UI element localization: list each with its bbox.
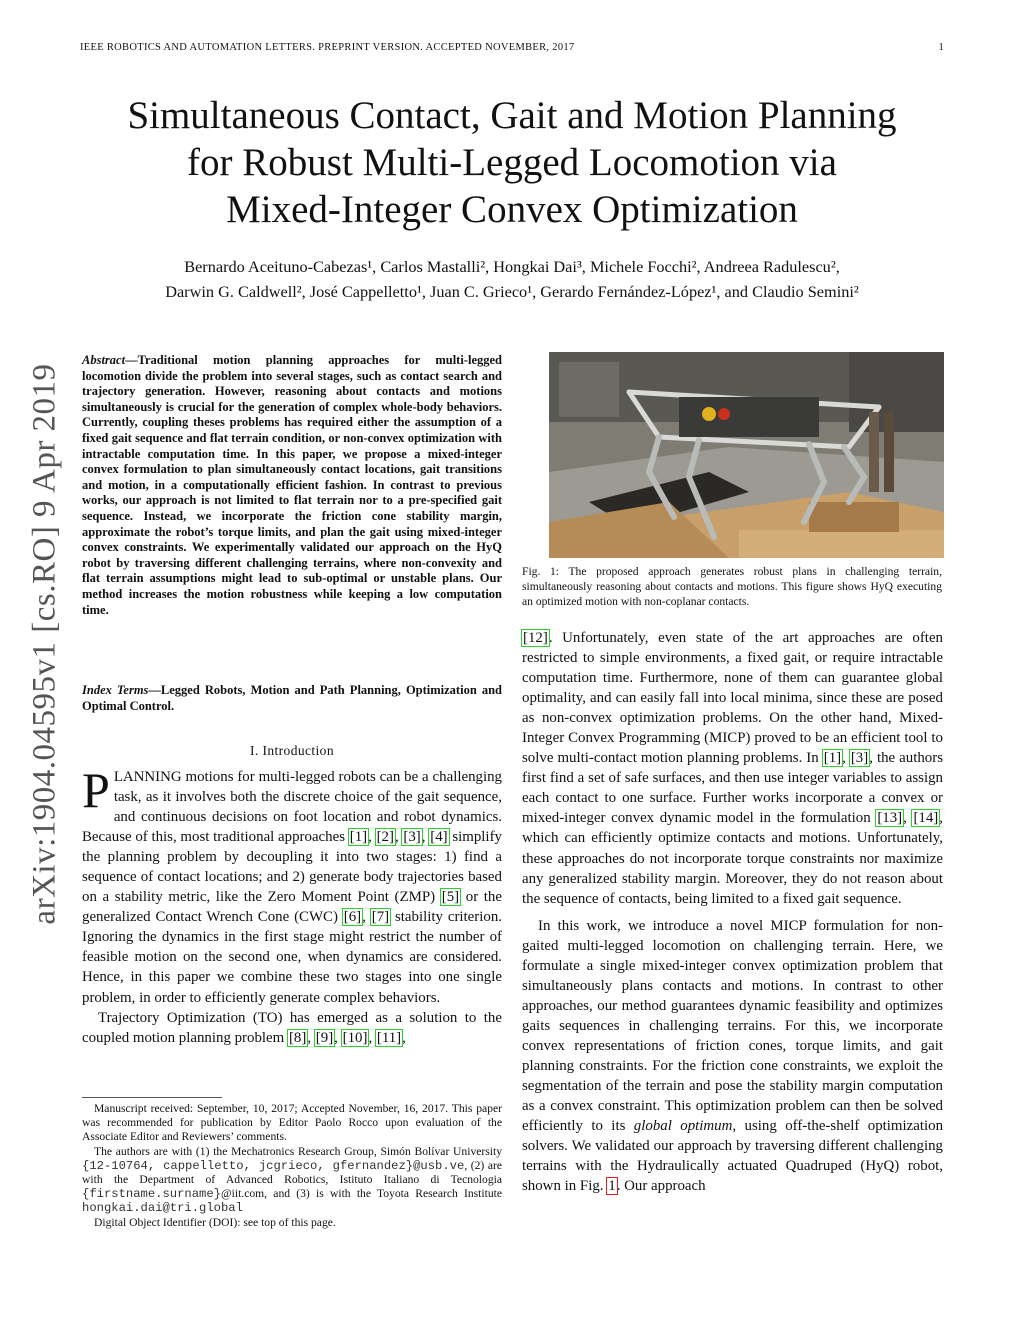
- journal-name: IEEE ROBOTICS AND AUTOMATION LETTERS. PREPRINT VERSION. ACCEPTED NOVEMBER, 2017: [80, 42, 575, 53]
- running-header: [80, 42, 944, 58]
- email-group-usb: {12-10764, cappelletto, jcgrieco, gfernandez}@usb.ve: [82, 1158, 465, 1173]
- intro-paragraph-1: PLANNING motions for multi-legged robots can be a challenging task, as it involves both the discrete choice of the gait sequence, and continuous decisions on foot location and robot dynamics. Because of this, most traditional approaches [1], [2], [3], [4] simplify the planning problem by decoupling it into two stages: 1) find a sequence of contact locations; and 2) generate body trajectories based on a stability metric, like the Zero Moment Point (ZMP) [5] or the generalized Contact Wrench Cone (CWC) [6], [7] stability criterion. Ignoring the dynamics in the first stage might restrict the number of feasible motion on the second one, when dynamics are considered. Hence, in this paper we combine these two stages into one single problem, in order to efficiently generate complex behaviors.: [82, 762, 502, 1006]
- body-text: . Unfortunately, even state of the art approaches are often restricted to simple environments, a fixed gait, or require intractable computation time. Furthermore, none of them can guarantee global optimality, and can easily fall into local minima, since these are posed as non-convex optimization problems. On the other hand, Mixed-Integer Convex Programming (MICP) proved to be an efficient tool to solve multi-contact motion planning problems. In: [522, 630, 943, 767]
- title-line-1: Simultaneous Contact, Gait and Motion Planning: [127, 94, 897, 137]
- body-text: , using off-the-shelf optimization solvers. We validated our approach by traversing different challenging terrains with the Hydraulically actuated Quadruped (HyQ) robot, shown in Fig.: [522, 1118, 944, 1195]
- right-paragraph-1: [12]. Unfortunately, even state of the art approaches are often restricted to simple environments, a fixed gait, or require intractable computation time. Furthermore, none of them can guarantee global optimality, and can easily fall into local minima, since these are posed as non-convex optimization problems. On the other hand, Mixed-Integer Convex Programming (MICP) proved to be an efficient tool to solve multi-contact motion planning problems. In [1], [3], the authors first find a set of safe surfaces, and then use integer variables to assign each contact to one surface. Further works incorporate a convex or mixed-integer convex dynamic model in the formulation [13], [14], which can efficiently optimize contacts and motions. Unfortunately, these approaches do not incorporate torque constraints nor maximize any generalized stability margin. Moreover, they do not reason about the sequence of contacts, being limited to a fixed gait sequence.: [522, 630, 943, 907]
- drop-cap: P: [82, 762, 110, 818]
- hyq-robot-image: [549, 352, 944, 558]
- page-number: 1: [938, 42, 944, 53]
- citation-link[interactable]: [3]: [403, 829, 421, 846]
- index-terms-label: Index Terms: [82, 683, 149, 697]
- arxiv-stamp-text: arXiv:1904.04595v1 [cs.RO] 9 Apr 2019: [26, 363, 63, 925]
- email-group-iit: {firstname.surname}: [82, 1187, 221, 1202]
- intro-text: LANNING motions for multi-legged robots can be a challenging task, as it involves both the discrete choice of the gait sequence, and continuous decisions on foot location and robot dynamics. Because of this, most traditional approaches: [82, 769, 502, 846]
- footnote-text: , (2) are with the Department of Advanced Robotics, Istituto Italiano di Tecnologia: [82, 1158, 503, 1187]
- title-line-2: for Robust Multi-Legged Locomotion via: [187, 141, 837, 184]
- footnote-text: @iit.com, and (3) is with the Toyota Research Institute: [220, 1187, 502, 1201]
- footnote-doi: Digital Object Identifier (DOI): see top of this page.: [94, 1215, 336, 1229]
- footnote-rule: [82, 1097, 222, 1098]
- author-list: [60, 254, 964, 304]
- abstract: [82, 353, 502, 618]
- email-tri: hongkai.dai@tri.global: [82, 1201, 243, 1216]
- citation-link[interactable]: [5]: [441, 889, 460, 906]
- arxiv-stamp: [25, 364, 65, 924]
- intro-text: Trajectory Optimization (TO) has emerged as a solution to the coupled motion planning problem: [82, 1009, 502, 1046]
- authors-line-1: Bernardo Aceituno-Cabezas¹, Carlos Mastalli², Hongkai Dai³, Michele Focchi², Andreea Radulescu²,: [184, 257, 840, 276]
- paper-title: [70, 92, 954, 233]
- citation-link[interactable]: [9]: [315, 1029, 334, 1046]
- index-terms-text: —Legged Robots, Motion and Path Planning, Optimization and Optimal Control.: [82, 683, 502, 713]
- robot-photo: [549, 352, 944, 558]
- figure-link[interactable]: 1: [608, 1178, 616, 1195]
- citation-link[interactable]: [11]: [376, 1029, 402, 1046]
- footnotes: [82, 1102, 502, 1230]
- citation-link[interactable]: [10]: [342, 1029, 368, 1046]
- intro-text: stability criterion. Ignoring the dynamics in the first stage might restrict the number of feasible motion on the second one, when dynamics are considered. Hence, in this paper we combine these two stages into one single problem, in order to efficiently generate complex behaviors.: [82, 909, 502, 1006]
- title-line-3: Mixed-Integer Convex Optimization: [226, 188, 798, 231]
- body-text: , the authors first find a set of safe surfaces, and then use integer variables to assign each contact to one surface. Further works incorporate a convex or mixed-integer convex dynamic model in the formulation: [522, 750, 943, 827]
- intro-text: or the generalized Contact Wrench Cone (CWC): [82, 889, 502, 926]
- footnote-manuscript: Manuscript received: September, 10, 2017; Accepted November, 16, 2017. This paper was recommended for publication by Editor Paolo Rocco upon evaluation of the Associate Editor and Reviewers’ comments.: [82, 1102, 502, 1144]
- citation-link[interactable]: [13]: [877, 810, 903, 827]
- citation-link[interactable]: [6]: [343, 909, 362, 926]
- citation-link[interactable]: [2]: [376, 829, 394, 846]
- citation-link[interactable]: [1]: [823, 750, 842, 767]
- abstract-text: —Traditional motion planning approaches for multi-legged locomotion divide the problem into several stages, such as contact search and trajectory generation. However, reasoning about contacts and motions simultaneously is crucial for the generation of complex whole-body behaviors. Currently, coupling theses problems has required either the assumption of a fixed gait sequence and flat terrain condition, or non-convex optimization with intractable computation time. In this paper, we propose a mixed-integer convex formulation to plan simultaneously contact locations, gait transitions and motion, in a computationally efficient fashion. In contrast to previous works, our approach is not limited to flat terrain nor to a pre-specified gait sequence. Instead, we incorporate the friction cone stability margin, approximate the robot’s torque limits, and plan the gait using mixed-integer convex constraints. We experimentally validated our approach on the HyQ robot by traversing different challenging terrains, where non-convexity and flat terrain assumptions might lead to sub-optimal or unstable plans. Our method increases the motion robustness while keeping a low computation time.: [82, 353, 502, 617]
- body-text: , which can efficiently optimize contacts and motions. Unfortunately, these approaches do not incorporate torque constraints nor maximize any generalized stability margin. Moreover, they do not reason about the sequence of contacts, being limited to a fixed gait sequence.: [522, 810, 943, 907]
- citation-link[interactable]: [12]: [523, 630, 548, 646]
- citation-link[interactable]: [8]: [288, 1029, 307, 1046]
- right-column-body: [522, 628, 943, 1196]
- body-text: . Our approach: [616, 1178, 706, 1195]
- citation-link[interactable]: [14]: [913, 810, 939, 827]
- citation-link[interactable]: [1]: [349, 829, 368, 846]
- abstract-label: Abstract: [82, 353, 126, 367]
- citation-link[interactable]: [7]: [371, 909, 390, 926]
- citation-link[interactable]: [4]: [430, 829, 448, 846]
- figure-caption: Fig. 1: The proposed approach generates robust plans in challenging terrain, simultaneously reasoning about contacts and motions. This figure shows HyQ executing an optimized motion with non-coplanar contacts.: [522, 565, 942, 609]
- footnote-text: The authors are with (1) the Mechatronics Research Group, Simón Bolívar University: [94, 1144, 502, 1158]
- right-paragraph-2: [522, 916, 943, 1197]
- section-heading: I. Introduction: [250, 743, 334, 758]
- intro-paragraph-2: Trajectory Optimization (TO) has emerged as a solution to the coupled motion planning problem [8], [9], [10], [11],: [82, 1009, 502, 1046]
- index-terms: [82, 683, 502, 714]
- body-text: In this work, we introduce a novel MICP formulation for non-gaited multi-legged locomotion on challenging terrain. Here, we formulate a single mixed-integer convex optimization problem that simultaneously plans contacts and motions. In contrast to other approaches, our method guarantees dynamic feasibility and optimizes gaits sequences in challenging terrains. For this, we incorporate convex representations of friction cones, torque limits, and gait planning constraints. For the friction cone constraints, we exploit the segmentation of the terrain and pose the stability margin computation as a convex constraint. This optimization problem can then be solved efficiently to its: [522, 917, 943, 1135]
- authors-line-2: Darwin G. Caldwell², José Cappelletto¹, Juan C. Grieco¹, Gerardo Fernández-López¹, and Claudio Semini²: [165, 282, 859, 301]
- introduction-body: [82, 762, 502, 1048]
- intro-text: simplify the planning problem by decoupling it into two stages: 1) find a sequence of contact locations; and 2) generate body trajectories based on a stability metric, like the Zero Moment Point (ZMP): [82, 829, 502, 906]
- footnote-affiliations: [82, 1145, 502, 1216]
- emphasis-text: global optimum: [633, 1118, 733, 1135]
- citation-link[interactable]: [3]: [850, 750, 869, 767]
